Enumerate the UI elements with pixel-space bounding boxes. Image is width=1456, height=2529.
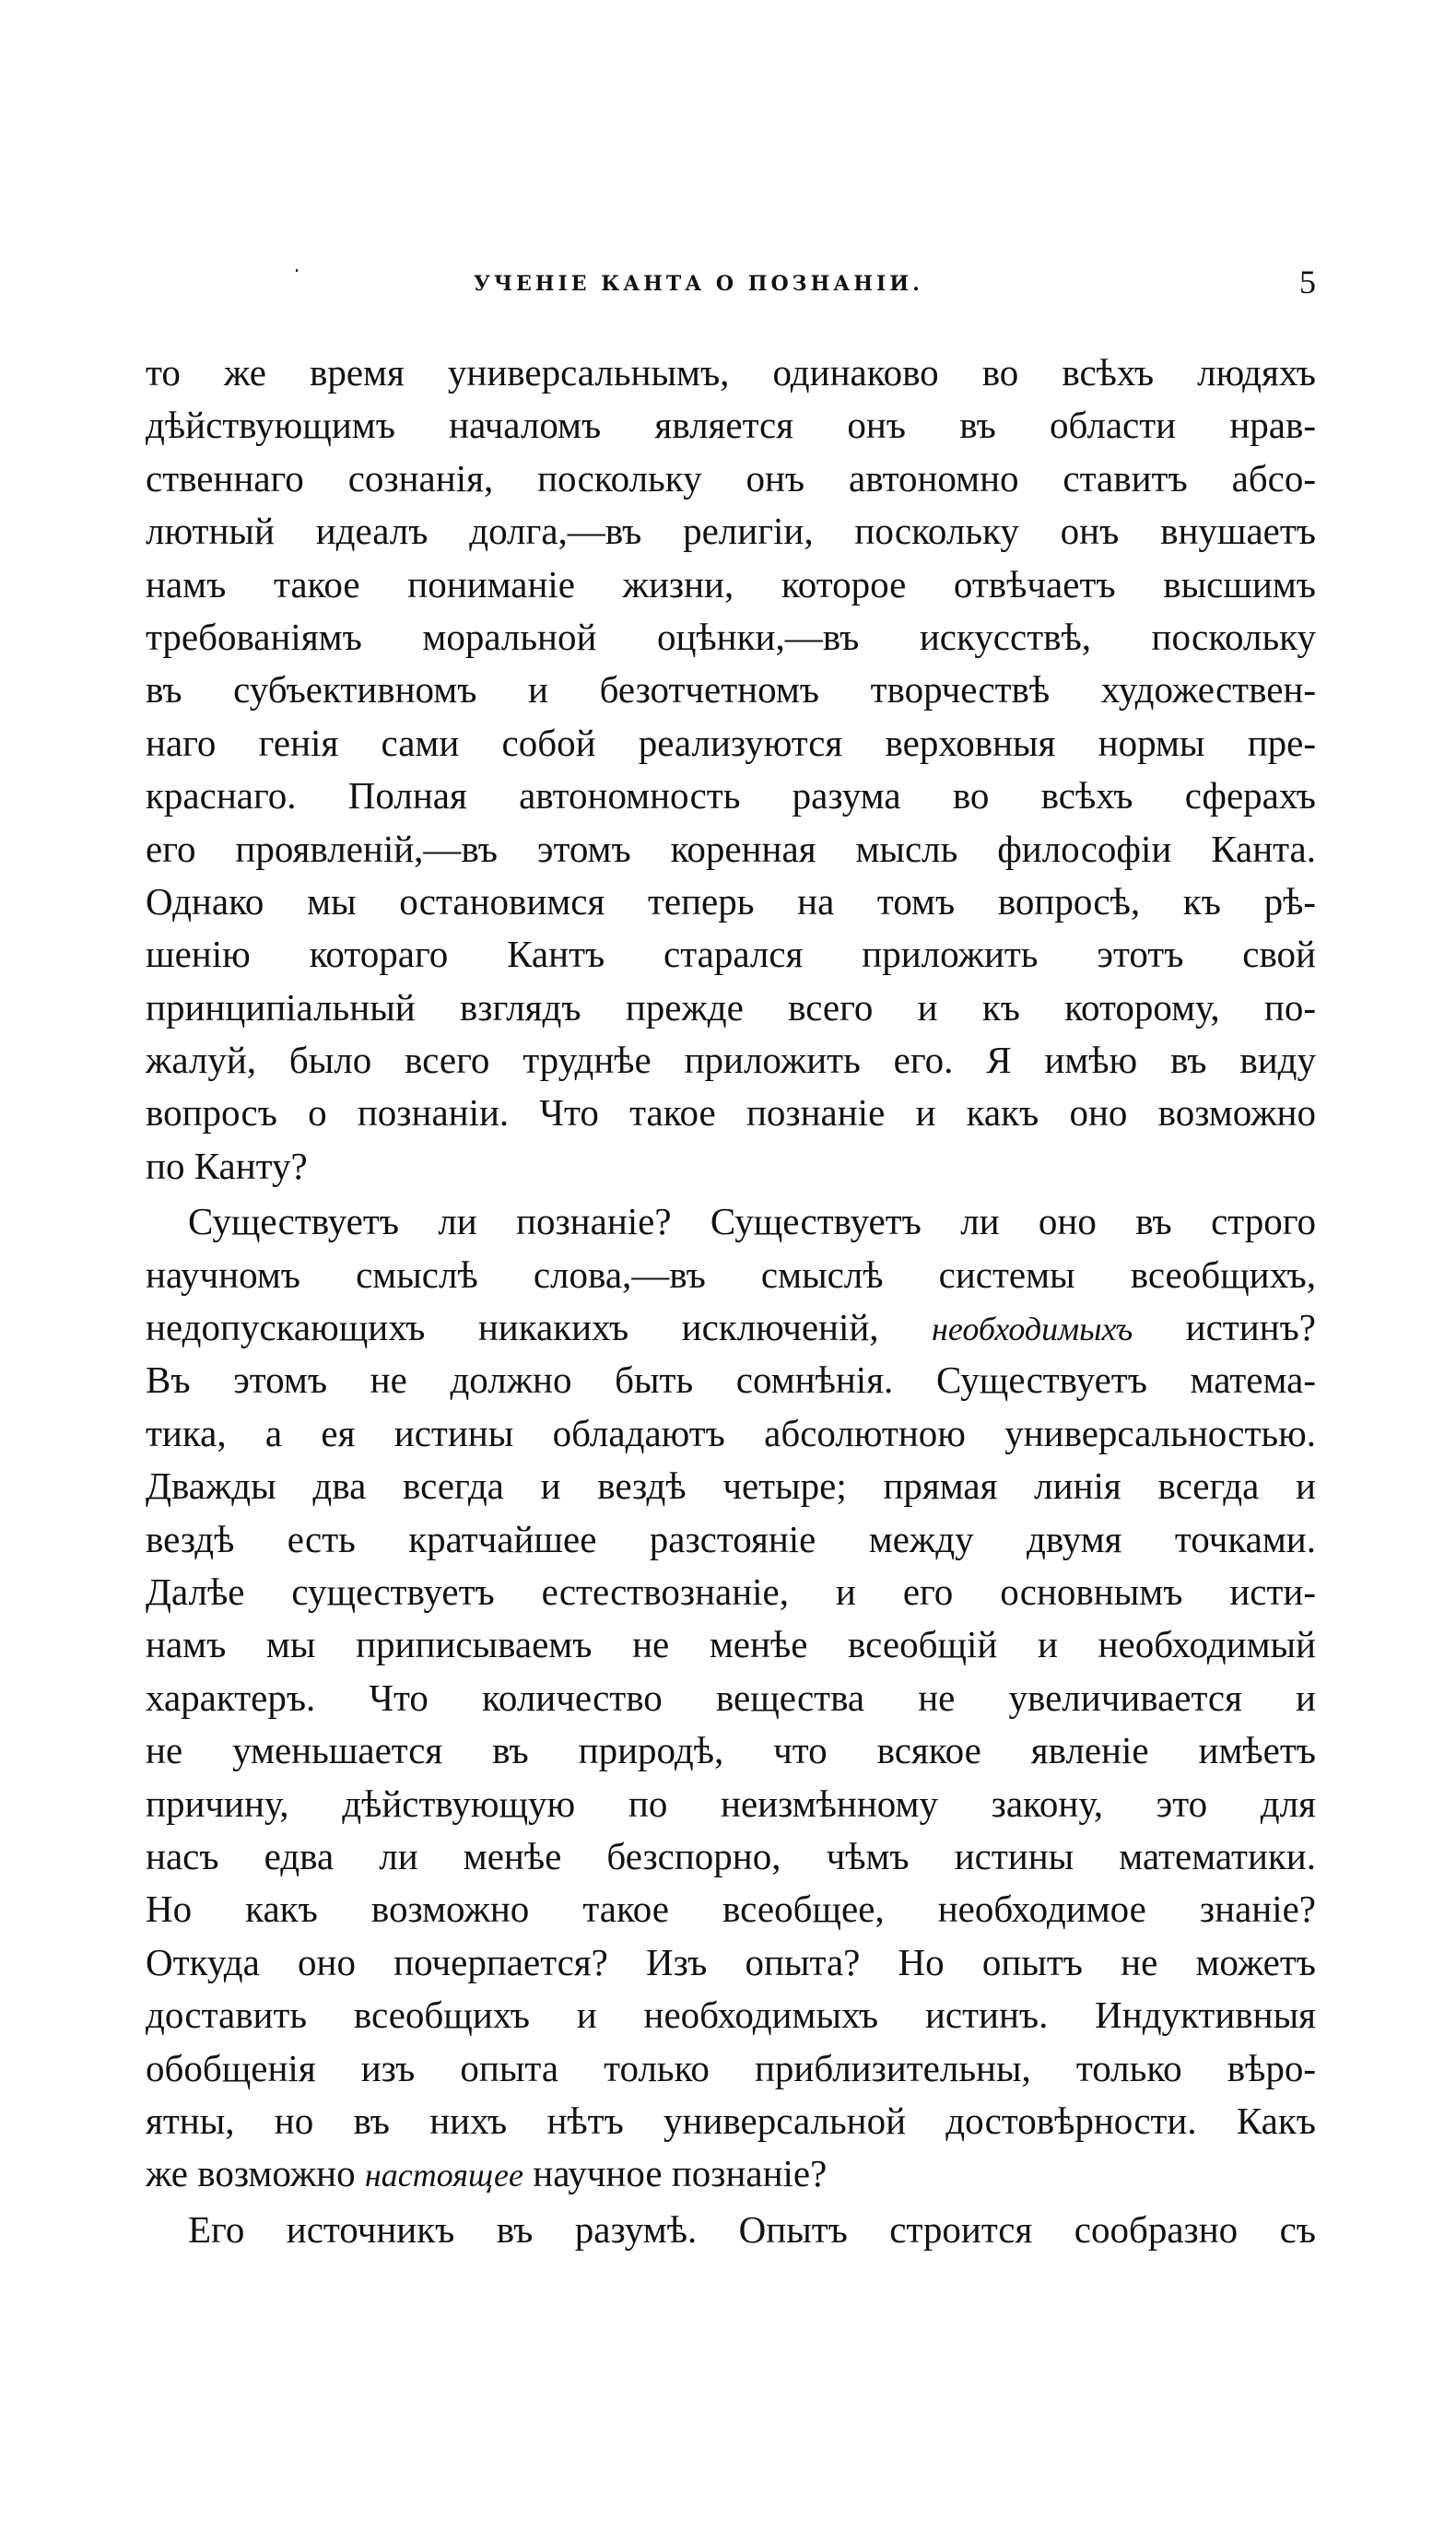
text-run: ственнаго сознанія, поскольку онъ автономно ставитъ абсо-	[146, 456, 1316, 500]
text-line	[146, 2147, 1316, 2200]
text-run: шенію котораго Кантъ старался приложить этотъ свой	[146, 933, 1316, 976]
text-line	[146, 1513, 1316, 1566]
text-line	[146, 453, 1316, 505]
text-run: причину, дѣйствующую по неизмѣнному закону, это для	[146, 1782, 1316, 1825]
text-run: вездѣ есть кратчайшее разстояніе между двумя точками.	[146, 1517, 1316, 1560]
text-line	[146, 770, 1316, 822]
text-run: Откуда оно почерпается? Изъ опыта? Но опытъ не можетъ	[146, 1940, 1316, 1983]
text-run: истинъ?	[1133, 1306, 1316, 1349]
text-run: недопускающихъ никакихъ исключеній,	[146, 1306, 932, 1349]
text-line	[146, 347, 1316, 399]
text-run: же возможно	[146, 2152, 365, 2195]
text-line	[146, 1407, 1316, 1460]
italic-emphasis: необходимыхъ	[932, 1311, 1133, 1348]
text-run: краснаго. Полная автономность разума во всѣхъ сферахъ	[146, 774, 1316, 818]
text-line	[146, 1195, 1316, 1248]
text-run: насъ едва ли менѣе безспорно, чѣмъ истины математики.	[146, 1834, 1316, 1877]
text-run: требованіямъ моральной оцѣнки,—въ искусствѣ, поскольку	[146, 615, 1316, 658]
text-run: научномъ смыслѣ слова,—въ смыслѣ системы всеобщихъ,	[146, 1253, 1316, 1296]
text-run: Въ этомъ не должно быть сомнѣнія. Существуетъ матема-	[146, 1359, 1316, 1402]
text-run: въ субъективномъ и безотчетномъ творчествѣ художествен-	[146, 668, 1316, 712]
text-run: жалуй, было всего труднѣе приложить его. Я имѣю въ виду	[146, 1039, 1316, 1082]
text-line	[146, 2095, 1316, 2147]
text-line	[146, 1140, 1316, 1193]
text-line	[146, 1724, 1316, 1777]
text-line	[146, 2042, 1316, 2095]
running-title: УЧЕНІЕ КАНТА О ПОЗНАНІИ.	[474, 272, 923, 296]
text-run: намъ такое пониманіе жизни, которое отвѣчаетъ высшимъ	[146, 562, 1316, 606]
text-run: Существуетъ ли познаніе? Существуетъ ли оно въ строго	[188, 1200, 1316, 1243]
text-run: Его источникъ въ разумѣ. Опытъ строится сообразно съ	[188, 2207, 1316, 2251]
text-line	[146, 399, 1316, 452]
text-run: Однако мы остановимся теперь на томъ вопросѣ, къ рѣ-	[146, 879, 1316, 923]
text-run: дѣйствующимъ началомъ является онъ въ области нрав-	[146, 404, 1316, 447]
paragraph	[146, 1195, 1316, 2200]
text-run: наго генія сами собой реализуются верховныя нормы пре-	[146, 721, 1316, 764]
text-run: тика, а ея истины обладаютъ абсолютною универсальностью.	[146, 1411, 1316, 1454]
text-line	[146, 717, 1316, 770]
text-line	[146, 1672, 1316, 1724]
text-line	[146, 505, 1316, 558]
text-line	[146, 2204, 1316, 2256]
text-line	[146, 1034, 1316, 1087]
text-line	[146, 559, 1316, 611]
paragraph	[146, 2204, 1316, 2256]
text-line	[146, 1087, 1316, 1139]
text-line	[146, 1989, 1316, 2041]
text-run: Далѣе существуетъ естествознаніе, и его основнымъ исти-	[146, 1570, 1316, 1613]
text-line	[146, 1830, 1316, 1883]
text-run: характеръ. Что количество вещества не увеличивается и	[146, 1676, 1316, 1719]
text-line	[146, 611, 1316, 664]
running-head	[146, 265, 1316, 302]
paragraph	[146, 347, 1316, 1193]
text-line	[146, 1249, 1316, 1301]
text-line	[146, 1460, 1316, 1512]
text-run: Но какъ возможно такое всеобщее, необходимое знаніе?	[146, 1888, 1316, 1931]
text-line	[146, 876, 1316, 928]
text-run: лютный идеалъ долга,—въ религіи, поскольку онъ внушаетъ	[146, 510, 1316, 553]
text-line	[146, 823, 1316, 876]
text-run: то же время универсальнымъ, одинаково во всѣхъ людяхъ	[146, 351, 1316, 394]
text-line	[146, 1618, 1316, 1671]
text-line	[146, 664, 1316, 716]
body-text	[146, 347, 1316, 2256]
text-run: намъ мы приписываемъ не менѣе всеобщій и необходимый	[146, 1623, 1316, 1666]
text-run: обобщенія изъ опыта только приблизительны, только вѣро-	[146, 2046, 1316, 2089]
text-run: Дважды два всегда и вездѣ четыре; прямая линія всегда и	[146, 1464, 1316, 1508]
text-line	[146, 982, 1316, 1034]
text-run: доставить всеобщихъ и необходимыхъ истинъ. Индуктивныя	[146, 1994, 1316, 2037]
text-run: ятны, но въ нихъ нѣтъ универсальной достовѣрности. Какъ	[146, 2099, 1316, 2142]
text-line	[146, 1936, 1316, 1989]
text-run: его проявленій,—въ этомъ коренная мысль философіи Канта.	[146, 827, 1316, 870]
text-line	[146, 1778, 1316, 1830]
text-line	[146, 1354, 1316, 1406]
text-run: принципіальный взглядъ прежде всего и къ которому, по-	[146, 985, 1316, 1029]
text-run: по Канту?	[146, 1144, 308, 1187]
text-line	[146, 1301, 1316, 1354]
text-run: не уменьшается въ природѣ, что всякое явленіе имѣетъ	[146, 1729, 1316, 1772]
page-number: 5	[1299, 264, 1316, 300]
text-run: научное познаніе?	[523, 2152, 828, 2195]
text-run: вопросъ о познаніи. Что такое познаніе и какъ оно возможно	[146, 1091, 1316, 1135]
text-line	[146, 928, 1316, 981]
text-line	[146, 1566, 1316, 1618]
text-line	[146, 1883, 1316, 1935]
italic-emphasis: настоящее	[364, 2157, 523, 2194]
